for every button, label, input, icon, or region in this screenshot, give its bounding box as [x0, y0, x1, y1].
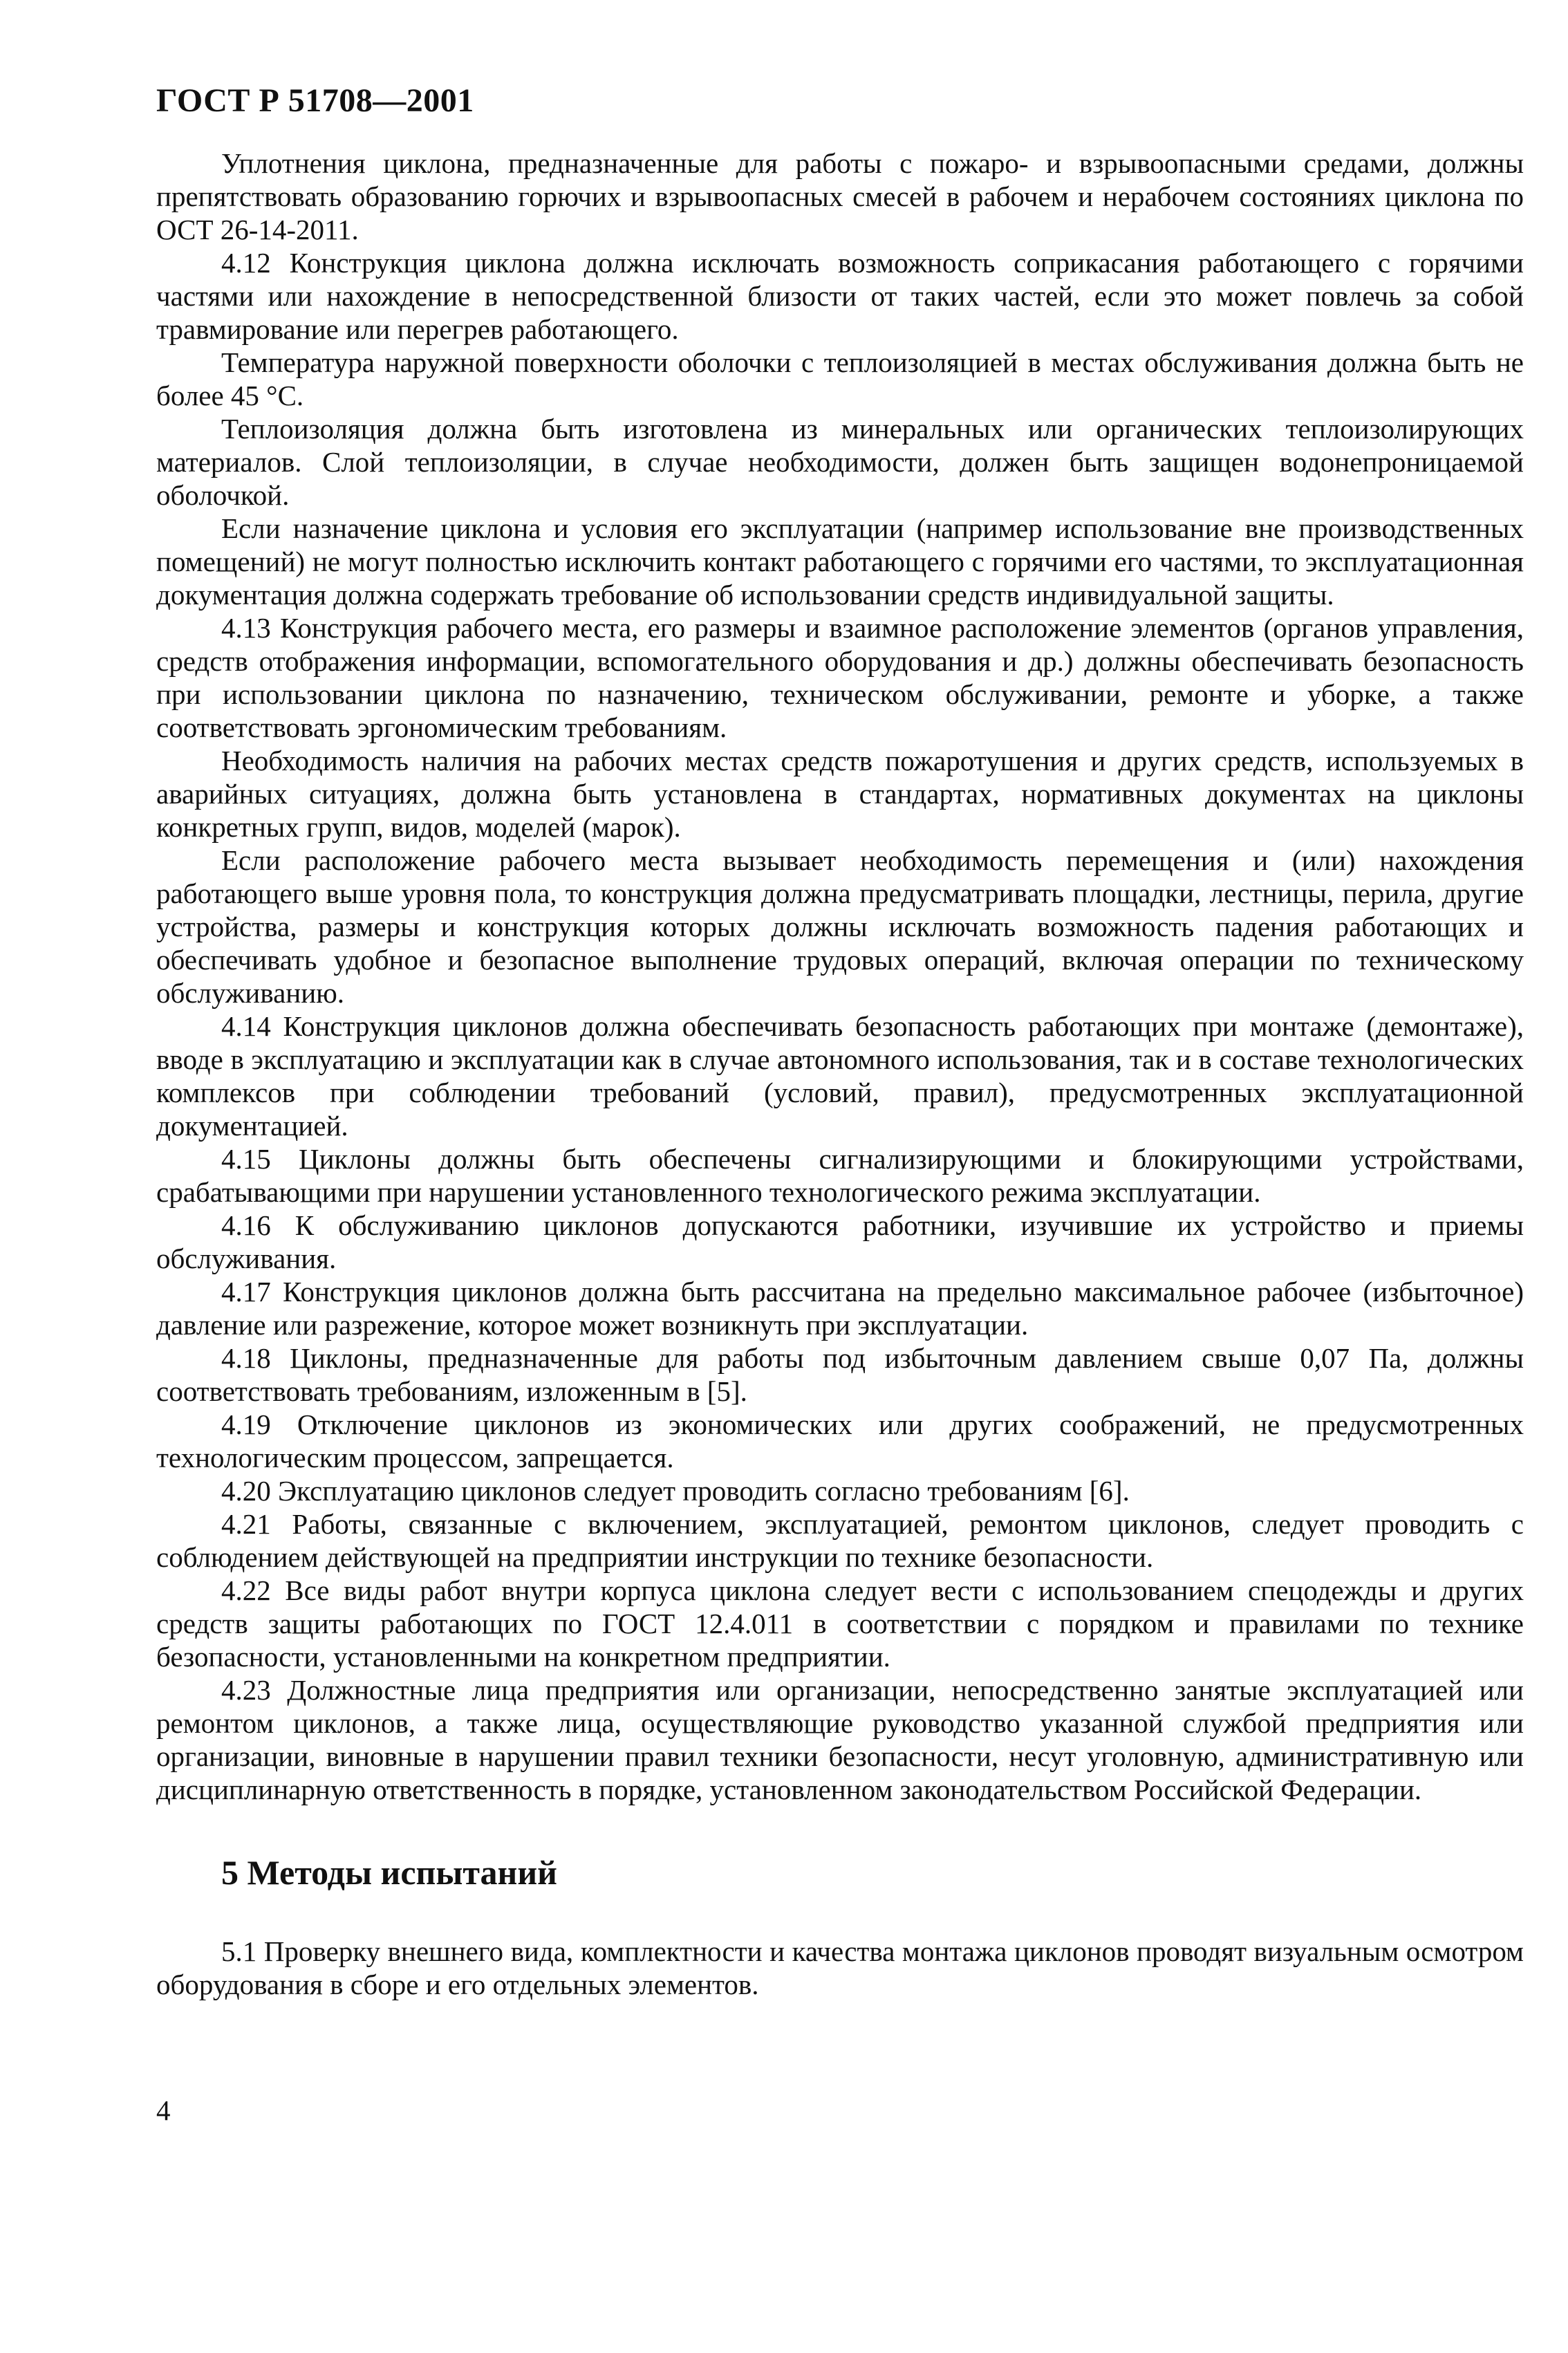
paragraph-4-18: 4.18 Циклоны, предназначенные для работы под избыточным давлением свыше 0,07 Па, должны соответствовать требованиям, изложенным в [5]. — [156, 1342, 1524, 1407]
paragraph-protective-equipment: Если назначение циклона и условия его эксплуатации (например использование вне производственных помещений) не могут полностью исключить контакт работающего с горячими его частями, то эксплуатационная документация должна содержать требование об использовании средств индивидуальной защиты. — [156, 512, 1524, 611]
paragraph-fire-extinguishing: Необходимость наличия на рабочих местах средств пожаротушения и других средств, используемых в аварийных ситуациях, должна быть установлена в стандартах, нормативных документах на циклоны конкретных групп, видов, моделей (марок). — [156, 745, 1524, 843]
page-number: 4 — [156, 2094, 171, 2126]
document-header: ГОСТ Р 51708—2001 — [156, 82, 474, 119]
paragraph-5-1: 5.1 Проверку внешнего вида, комплектности и качества монтажа циклонов проводят визуальным осмотром оборудования в сборе и его отдельных элементов. — [156, 1935, 1524, 2000]
paragraph-work-platforms: Если расположение рабочего места вызывает необходимость перемещения и (или) нахождения работающего выше уровня пола, то конструкция должна предусматривать площадки, лестницы, перила, другие устройства, размеры и конструкция которых должны исключать возможность падения работающих и обеспечивать удобное и безопасное выполнение трудовых операций, включая операции по техническому обслуживанию. — [156, 844, 1524, 1009]
paragraph-4-16: 4.16 К обслуживанию циклонов допускаются работники, изучившие их устройство и приемы обслуживания. — [156, 1209, 1524, 1274]
paragraph-4-20: 4.20 Эксплуатацию циклонов следует проводить согласно требованиям [6]. — [221, 1475, 1130, 1507]
section-5-title: 5 Методы испытаний — [221, 1853, 557, 1892]
paragraph-surface-temperature: Температура наружной поверхности оболочки с теплоизоляцией в местах обслуживания должна быть не более 45 °С. — [156, 346, 1524, 411]
paragraph-4-23: 4.23 Должностные лица предприятия или организации, непосредственно занятые эксплуатацией или ремонтом циклонов, а также лица, осуществляющие руководство указанной службой предприятия или организации, виновные в нарушении правил техники безопасности, несут уголовную, административную или дисциплинарную ответственность в порядке, установленном законодательством Российской Федерации. — [156, 1674, 1524, 1805]
paragraph-4-14: 4.14 Конструкция циклонов должна обеспечивать безопасность работающих при монтаже (демонтаже), вводе в эксплуатацию и эксплуатации как в случае автономного использования, так и в составе технологических комплексов при соблюдении требований (условий, правил), предусмотренных эксплуатационной документацией. — [156, 1010, 1524, 1142]
paragraph-4-22: 4.22 Все виды работ внутри корпуса циклона следует вести с использованием спецодежды и других средств защиты работающих по ГОСТ 12.4.011 в соответствии с порядком и правилами по технике безопасности, установленными на конкретном предприятии. — [156, 1574, 1524, 1673]
paragraph-4-19: 4.19 Отключение циклонов из экономических или других соображений, не предусмотренных технологическим процессом, запрещается. — [156, 1408, 1524, 1473]
paragraph-4-12: 4.12 Конструкция циклона должна исключать возможность соприкасания работающего с горячими частями или нахождение в непосредственной близости от таких частей, если это может повлечь за собой травмирование или перегрев работающего. — [156, 247, 1524, 345]
paragraph-4-15: 4.15 Циклоны должны быть обеспечены сигнализирующими и блокирующими устройствами, срабатывающими при нарушении установленного технологического режима эксплуатации. — [156, 1143, 1524, 1208]
paragraph-4-17: 4.17 Конструкция циклонов должна быть рассчитана на предельно максимальное рабочее (избыточное) давление или разрежение, которое может возникнуть при эксплуатации. — [156, 1276, 1524, 1341]
paragraph-seals: Уплотнения циклона, предназначенные для работы с пожаро- и взрывоопасными средами, должны препятствовать образованию горючих и взрывоопасных смесей в рабочем и нерабочем состояниях циклона по ОСТ 26-14-2011. — [156, 147, 1524, 245]
paragraph-thermal-insulation: Теплоизоляция должна быть изготовлена из минеральных или органических теплоизолирующих материалов. Слой теплоизоляции, в случае необходимости, должен быть защищен водонепроницаемой оболочкой. — [156, 413, 1524, 511]
paragraph-4-13: 4.13 Конструкция рабочего места, его размеры и взаимное расположение элементов (органов управления, средств отображения информации, вспомогательного оборудования и др.) должны обеспечивать безопасность при использовании циклона по назначению, техническом обслуживании, ремонте и уборке, а также соответствовать эргономическим требованиям. — [156, 612, 1524, 743]
document-body — [156, 147, 1524, 2001]
paragraph-4-21: 4.21 Работы, связанные с включением, эксплуатацией, ремонтом циклонов, следует проводить с соблюдением действующей на предприятии инструкции по технике безопасности. — [156, 1508, 1524, 1573]
